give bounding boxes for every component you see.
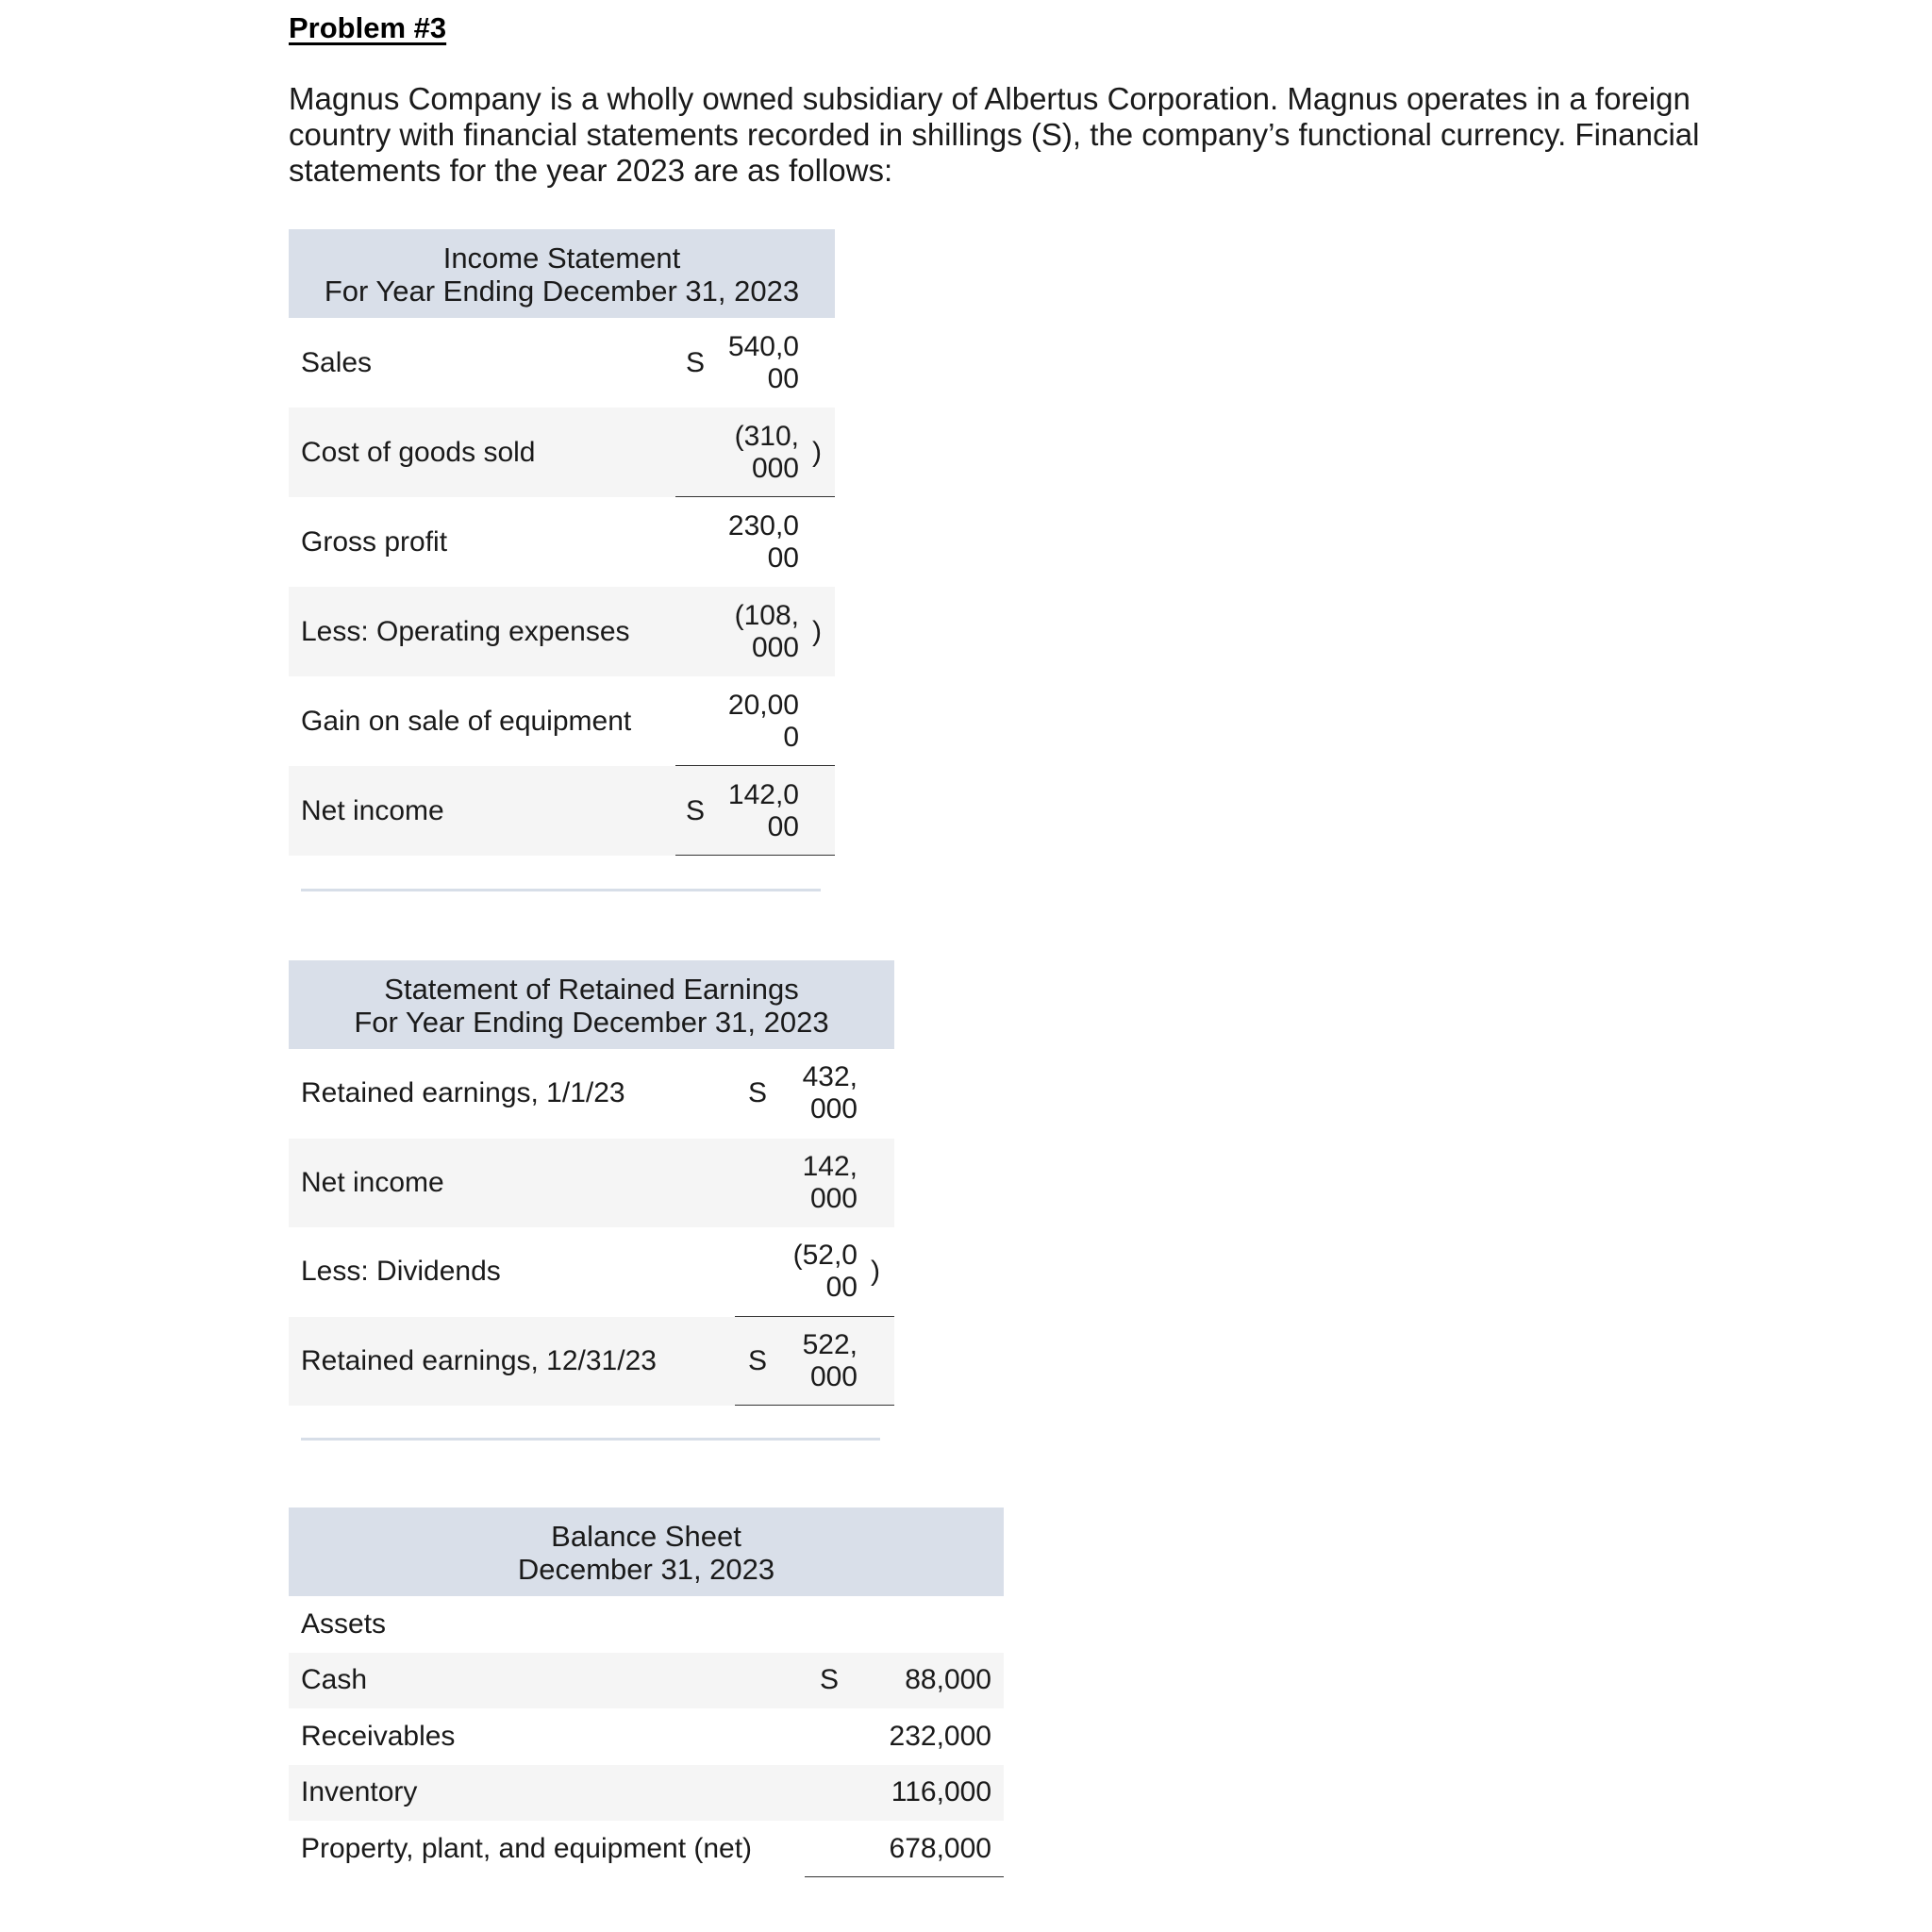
income-row-gain-on-sale [289,676,835,766]
re-row-net-income [289,1139,894,1228]
section-divider [301,889,821,891]
amount-line-2: 000 [809,1182,858,1214]
row-label: Property, plant, and equipment (net) [301,1832,753,1864]
amount-line-1: 20,00 [727,689,799,721]
bs-row-inventory [289,1765,1004,1822]
income-statement-period: For Year Ending December 31, 2023 [324,275,800,308]
currency-symbol: S [748,1077,768,1109]
re-row-ending [289,1317,894,1407]
close-paren: ) [812,615,822,647]
row-label: Sales [301,346,373,378]
row-amount [782,1240,858,1304]
intro-paragraph: Magnus Company is a wholly owned subsidiary of Albertus Corporation. Magnus operates in a foreign country with financial statements recorded in shillings (S), the company’s functional currency. Financial statements for the year 2023 are as follows: [289,81,1700,188]
re-row-dividends [289,1227,894,1317]
row-amount [714,421,799,485]
problem-title: Problem #3 [289,11,447,44]
balance-sheet-title: Balance Sheet [551,1520,741,1553]
income-row-gross-profit [289,497,835,587]
row-amount: 116,000 [891,1776,991,1808]
currency-symbol: S [748,1344,768,1376]
amount-line-2: 000 [809,1360,858,1392]
currency-symbol: S [820,1664,840,1696]
bs-section-assets [289,1596,1004,1653]
row-label: Retained earnings, 1/1/23 [301,1077,625,1109]
amount-line-1: 540,0 [727,330,799,362]
section-label: Assets [301,1607,387,1640]
amount-line-1: 142,0 [727,778,799,810]
income-row-cogs [289,408,835,497]
row-amount [782,1329,858,1393]
row-amount: 678,000 [889,1832,991,1864]
row-amount [714,690,799,754]
income-statement-title: Income Statement [442,242,681,275]
underline [735,1405,894,1406]
currency-symbol: S [686,346,706,378]
row-amount [714,331,799,395]
row-amount: 232,000 [889,1720,991,1752]
amount-line-1: 522, [802,1328,858,1360]
close-paren: ) [812,436,822,468]
amount-line-1: (310, [734,420,799,452]
underline [805,1876,1004,1877]
row-label: Inventory [301,1776,418,1808]
income-statement-table [289,229,835,856]
amount-line-1: 432, [802,1061,858,1093]
amount-line-1: 230,0 [727,509,799,541]
row-amount [714,510,799,575]
retained-earnings-table [289,960,894,1406]
row-amount: 88,000 [905,1664,991,1696]
currency-symbol: S [686,794,706,826]
row-label: Retained earnings, 12/31/23 [301,1344,657,1376]
row-amount [714,779,799,843]
income-row-sales [289,318,835,408]
row-amount [782,1151,858,1215]
amount-line-2: 0 [783,721,799,753]
row-label: Gross profit [301,525,448,558]
row-amount [782,1061,858,1125]
row-amount [714,600,799,664]
row-label: Gain on sale of equipment [301,705,632,737]
row-label: Receivables [301,1720,456,1752]
amount-line-1: (52,0 [792,1240,858,1272]
balance-sheet-period: December 31, 2023 [517,1553,775,1586]
row-label: Cost of goods sold [301,436,536,468]
row-label: Less: Operating expenses [301,615,630,647]
amount-line-2: 00 [767,810,799,842]
balance-sheet-header [289,1507,1004,1596]
income-row-operating-expenses [289,587,835,676]
row-label: Net income [301,794,444,826]
retained-earnings-title: Statement of Retained Earnings [384,973,799,1006]
re-row-beginning [289,1049,894,1139]
amount-line-2: 000 [751,631,799,663]
retained-earnings-header [289,960,894,1049]
income-row-net-income [289,766,835,856]
amount-line-2: 00 [825,1272,858,1304]
underline [675,855,835,856]
amount-line-2: 000 [751,452,799,484]
row-label: Net income [301,1166,444,1198]
amount-line-2: 00 [767,541,799,574]
amount-line-1: (108, [734,599,799,631]
bs-row-cash [289,1653,1004,1709]
section-divider [301,1438,880,1441]
row-label: Less: Dividends [301,1256,501,1288]
amount-line-1: 142, [802,1150,858,1182]
amount-line-2: 000 [809,1093,858,1125]
bs-row-ppe [289,1821,1004,1877]
income-statement-header [289,229,835,318]
retained-earnings-period: For Year Ending December 31, 2023 [354,1006,829,1039]
row-label: Cash [301,1664,368,1696]
balance-sheet-table [289,1507,1004,1877]
amount-line-2: 00 [767,362,799,394]
close-paren: ) [871,1256,880,1288]
bs-row-receivables [289,1708,1004,1765]
